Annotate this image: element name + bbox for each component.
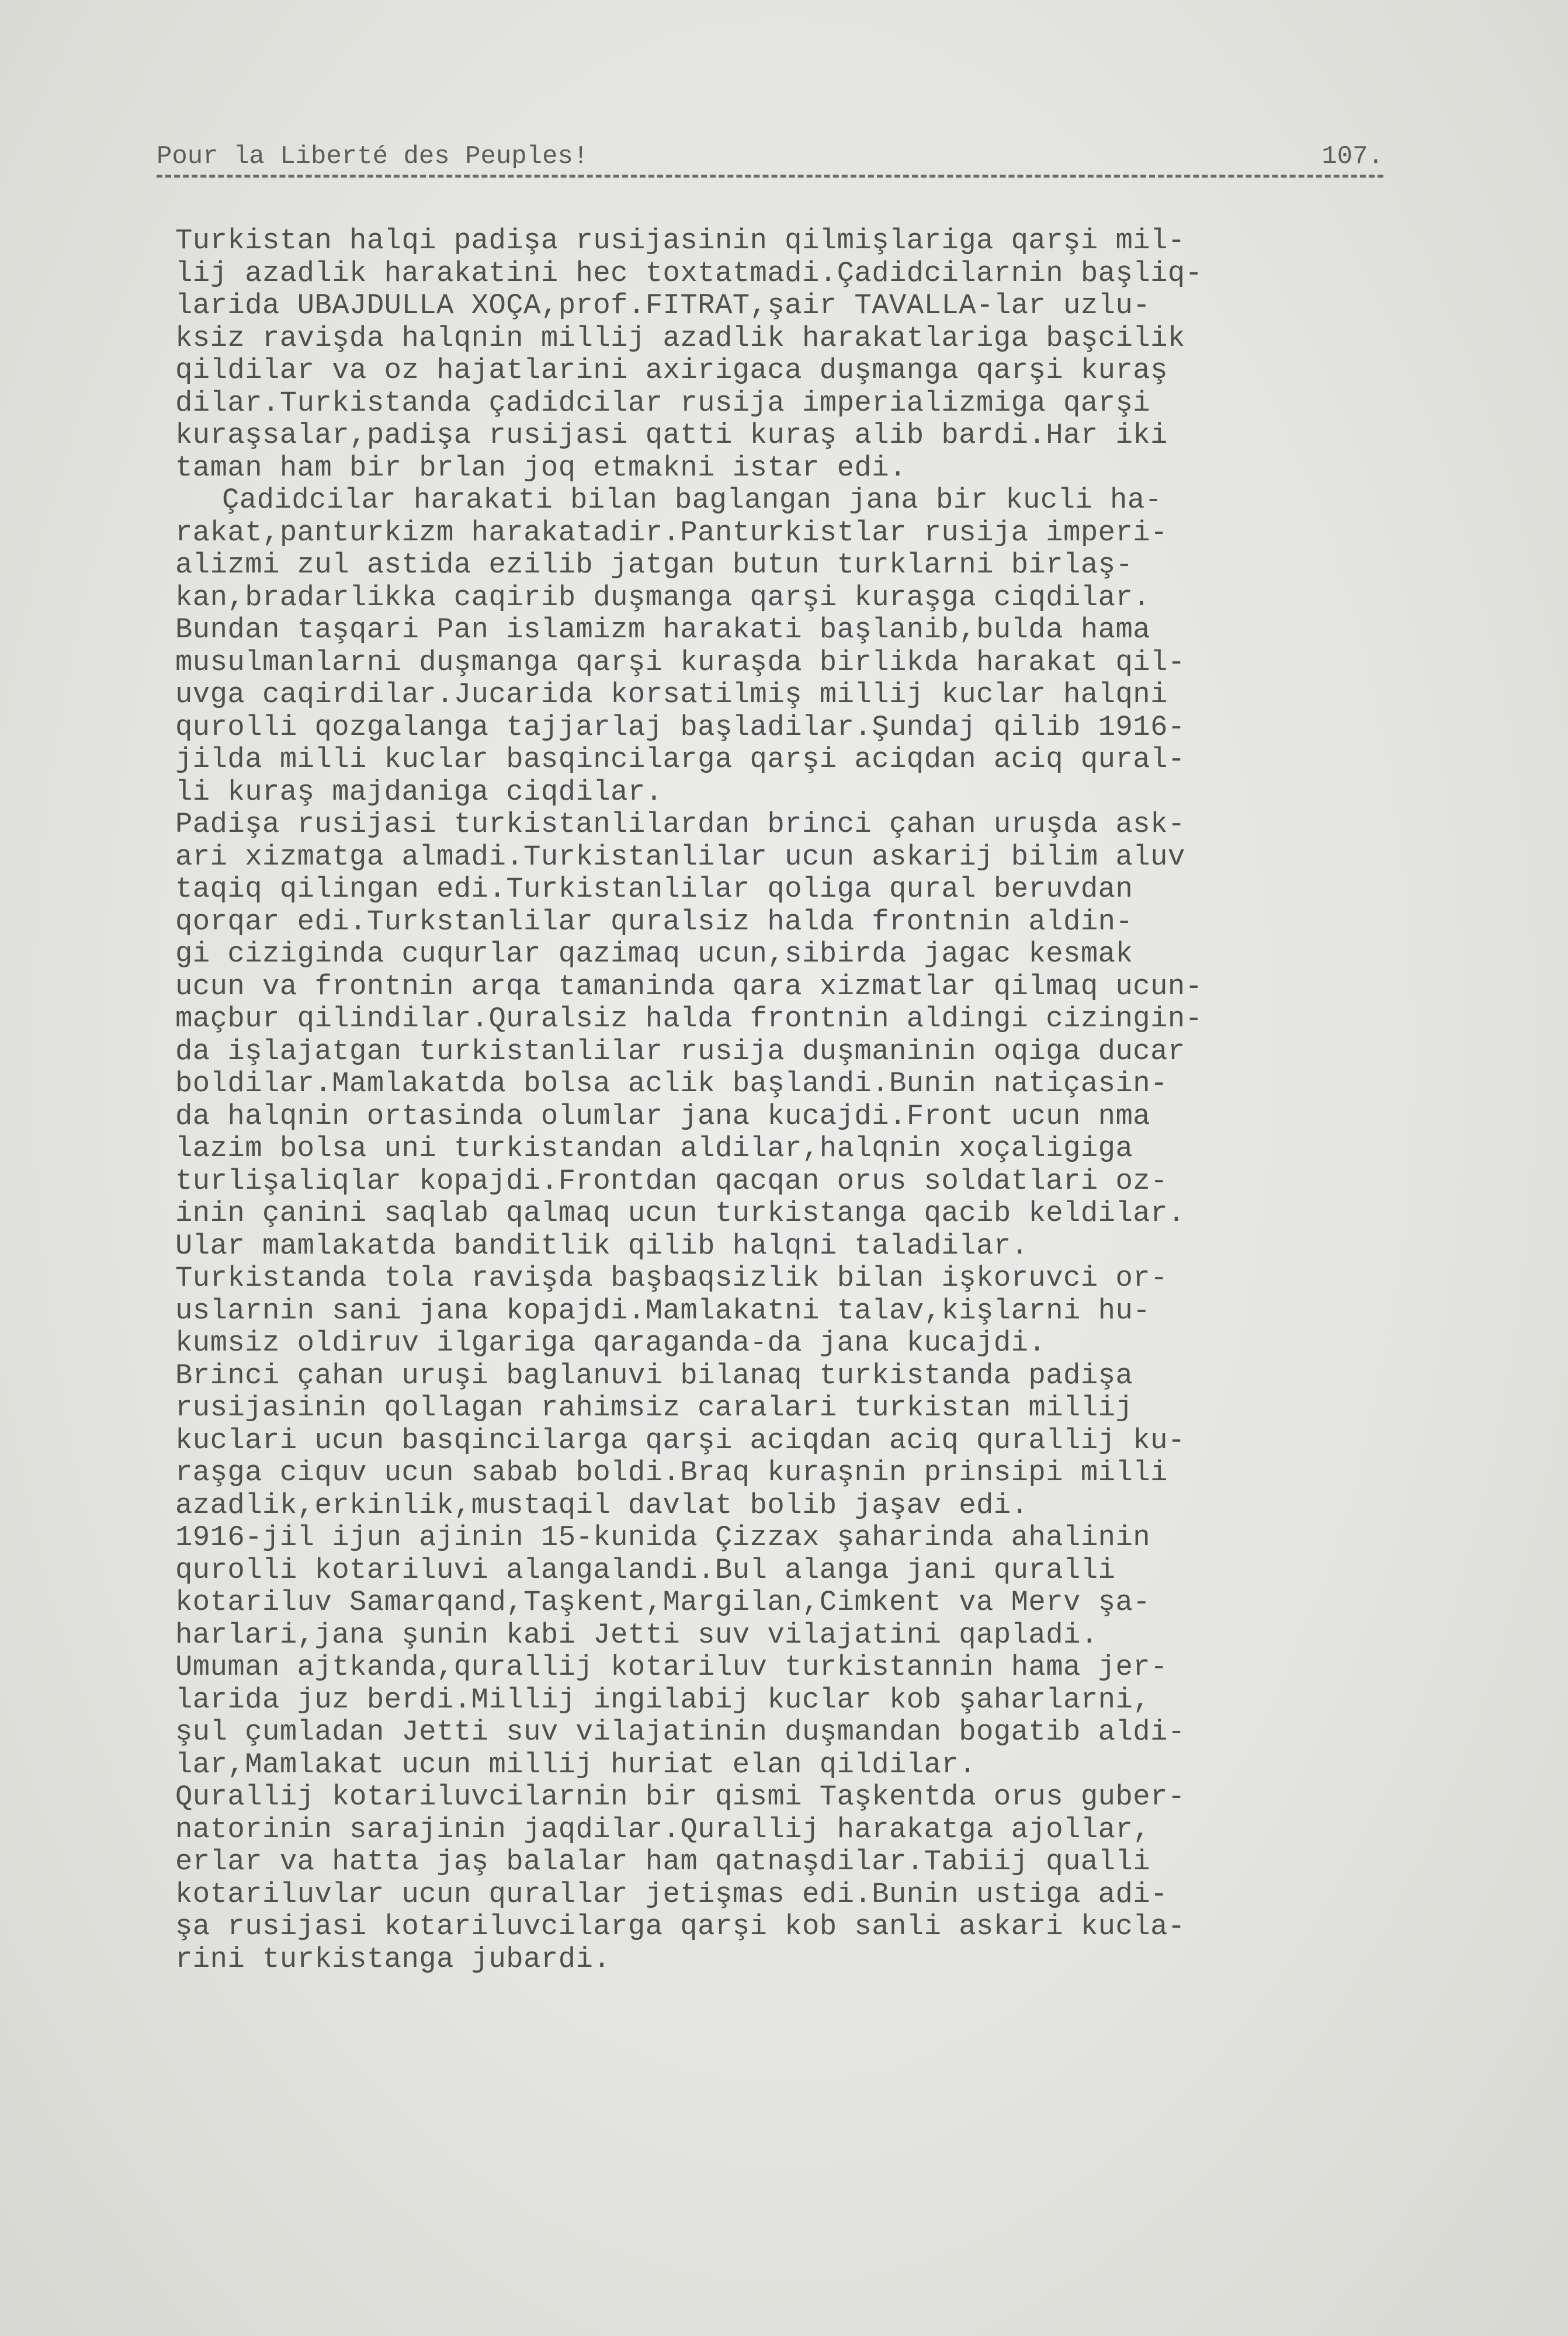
text-line: azadlik,erkinlik,mustaqil davlat bolib jaşav edi. bbox=[175, 1488, 1029, 1522]
text-line: taman ham bir brlan joq etmakni istar edi. bbox=[175, 451, 907, 484]
text-line: larida UBAJDULLA XOÇA,prof.FITRAT,şair TAVALLA-lar uzlu- bbox=[175, 289, 1151, 322]
header-rule bbox=[157, 175, 1383, 178]
text-line: larida juz berdi.Millij ingilabij kuclar kob şaharlarni, bbox=[175, 1683, 1151, 1716]
body-text bbox=[175, 225, 1390, 1976]
text-line: da işlajatgan turkistanlilar rusija duşmaninin oqiga ducar bbox=[175, 1035, 1185, 1068]
running-title: Pour la Liberté des Peuples! bbox=[157, 142, 589, 171]
text-line: qurolli qozgalanga tajjarlaj başladilar.Şundaj qilib 1916- bbox=[175, 710, 1185, 744]
text-line: qorqar edi.Turkstanlilar quralsiz halda frontnin aldin- bbox=[175, 905, 1133, 938]
text-line: kuraşsalar,padişa rusijasi qatti kuraş alib bardi.Har iki bbox=[175, 419, 1168, 452]
text-line: rini turkistanga jubardi. bbox=[175, 1942, 611, 1976]
text-line: lar,Mamlakat ucun millij huriat elan qildilar. bbox=[175, 1748, 977, 1781]
text-line: Bundan taşqari Pan islamizm harakati başlanib,bulda hama bbox=[175, 613, 1151, 646]
text-line: boldilar.Mamlakatda bolsa aclik başlandi.Bunin natiçasin- bbox=[175, 1067, 1168, 1100]
text-line: dilar.Turkistanda çadidcilar rusija imperializmiga qarşi bbox=[175, 386, 1151, 419]
text-line: maçbur qilindilar.Quralsiz halda frontnin aldingi cizingin- bbox=[175, 1002, 1203, 1035]
text-line: şul çumladan Jetti suv vilajatinin duşmandan bogatib aldi- bbox=[175, 1716, 1185, 1748]
text-line: 1916-jil ijun ajinin 15-kunida Çizzax şaharinda ahalinin bbox=[175, 1521, 1151, 1554]
text-line: kotariluvlar ucun qurallar jetişmas edi.Bunin ustiga adi- bbox=[175, 1877, 1168, 1911]
text-line: Qurallij kotariluvcilarnin bir qismi Taşkentda orus guber- bbox=[175, 1780, 1185, 1813]
text-line: ksiz ravişda halqnin millij azadlik harakatlariga başcilik bbox=[175, 321, 1185, 355]
text-line: alizmi zul astida ezilib jatgan butun turklarni birlaş- bbox=[175, 549, 1133, 581]
text-line: Ular mamlakatda banditlik qilib halqni taladilar. bbox=[175, 1229, 1029, 1262]
text-line: harlari,jana şunin kabi Jetti suv vilajatini qapladi. bbox=[175, 1618, 1098, 1651]
text-line: kotariluv Samarqand,Taşkent,Margilan,Cimkent va Merv şa- bbox=[175, 1586, 1151, 1619]
text-line: da halqnin ortasinda olumlar jana kucajdi.Front ucun nma bbox=[175, 1099, 1151, 1133]
text-line: musulmanlarni duşmanga qarşi kuraşda birlikda harakat qil- bbox=[175, 645, 1185, 679]
text-line: erlar va hatta jaş balalar ham qatnaşdilar.Tabiij qualli bbox=[175, 1845, 1151, 1878]
text-line: jilda milli kuclar basqincilarga qarşi aciqdan aciq qural- bbox=[175, 743, 1185, 776]
text-line: inin çanini saqlab qalmaq ucun turkistanga qacib keldilar. bbox=[175, 1197, 1185, 1230]
text-line: Brinci çahan uruşi baglanuvi bilanaq turkistanda padişa bbox=[175, 1359, 1133, 1392]
text-line: kumsiz oldiruv ilgariga qaraganda-da jana kucajdi. bbox=[175, 1327, 1046, 1359]
text-line: gi ciziginda cuqurlar qazimaq ucun,sibirda jagac kesmak bbox=[175, 938, 1133, 970]
text-line: ucun va frontnin arqa tamaninda qara xizmatlar qilmaq ucun- bbox=[175, 970, 1203, 1003]
text-line: Padişa rusijasi turkistanlilardan brinci çahan uruşda ask- bbox=[175, 808, 1185, 841]
text-line: lij azadlik harakatini hec toxtatmadi.Çadidcilarnin başliq- bbox=[175, 256, 1203, 290]
text-line: Turkistanda tola ravişda başbaqsizlik bilan işkoruvci or- bbox=[175, 1262, 1168, 1294]
text-line: taqiq qilingan edi.Turkistanlilar qoliga qural beruvdan bbox=[175, 873, 1133, 905]
text-line: turlişaliqlar kopajdi.Frontdan qacqan orus soldatlari oz- bbox=[175, 1164, 1168, 1197]
text-line: Umuman ajtkanda,qurallij kotariluv turkistannin hama jer- bbox=[175, 1651, 1168, 1684]
text-line: rusijasinin qollagan rahimsiz caralari turkistan millij bbox=[175, 1391, 1133, 1424]
text-line: ari xizmatga almadi.Turkistanlilar ucun askarij bilim aluv bbox=[175, 840, 1185, 873]
text-line: şa rusijasi kotariluvcilarga qarşi kob sanli askari kucla- bbox=[175, 1910, 1185, 1943]
text-line: qurolli kotariluvi alangalandi.Bul alanga jani quralli bbox=[175, 1553, 1116, 1587]
text-line: kan,bradarlikka caqirib duşmanga qarşi kuraşga ciqdilar. bbox=[175, 581, 1151, 614]
text-line: li kuraş majdaniga ciqdilar. bbox=[175, 775, 663, 808]
page-header bbox=[157, 137, 1383, 178]
text-line: rakat,panturkizm harakatadir.Panturkistlar rusija imperi- bbox=[175, 516, 1168, 549]
text-line: uvga caqirdilar.Jucarida korsatilmiş millij kuclar halqni bbox=[175, 678, 1168, 711]
text-line: raşga ciquv ucun sabab boldi.Braq kuraşnin prinsipi milli bbox=[175, 1456, 1168, 1489]
text-line: kuclari ucun basqincilarga qarşi aciqdan aciq qurallij ku- bbox=[175, 1424, 1185, 1457]
text-line: natorinin sarajinin jaqdilar.Qurallij harakatga ajollar, bbox=[175, 1813, 1151, 1846]
text-line: uslarnin sani jana kopajdi.Mamlakatni talav,kişlarni hu- bbox=[175, 1294, 1151, 1327]
text-line: Turkistan halqi padişa rusijasinin qilmişlariga qarşi mil- bbox=[175, 224, 1185, 257]
page-number: 107. bbox=[1321, 142, 1383, 171]
text-line: lazim bolsa uni turkistandan aldilar,halqnin xoçaligiga bbox=[175, 1132, 1133, 1165]
text-line: Çadidcilar harakati bilan baglangan jana bir kucli ha- bbox=[222, 484, 1163, 516]
text-line: qildilar va oz hajatlarini axirigaca duşmanga qarşi kuraş bbox=[175, 354, 1168, 387]
